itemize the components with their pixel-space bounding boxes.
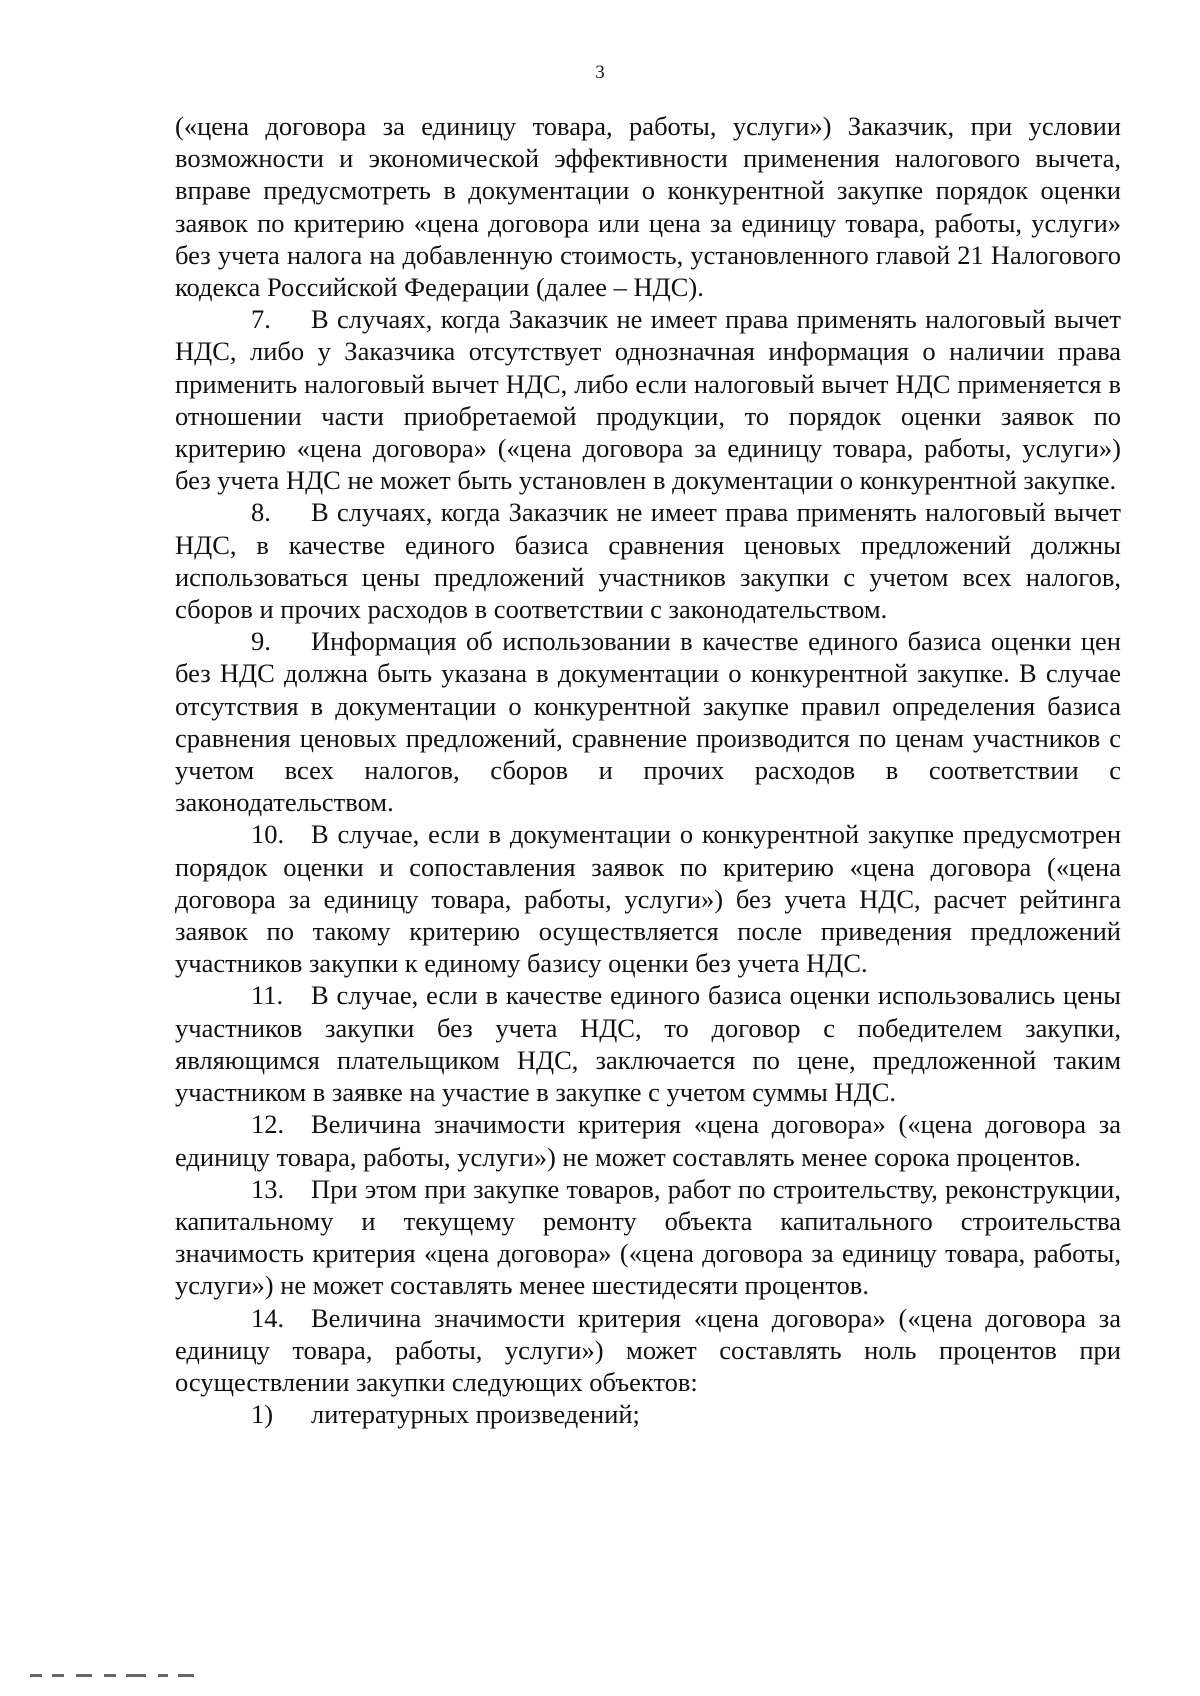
paragraph-number: 12. <box>251 1109 285 1140</box>
list-item-1 <box>175 1398 1121 1430</box>
document-body <box>175 110 1121 1430</box>
scan-mark <box>30 1674 42 1677</box>
scan-mark <box>126 1674 146 1677</box>
paragraph-text: В случаях, когда Заказчик не имеет права применять налоговый вычет НДС, либо у Заказчика отсутствует однозначная информация о наличии права применить налоговый вычет НДС, либо если налоговый вычет НДС применяется в отношении части приобретаемой продукции, то порядок оценки заявок по критерию «цена договора» («цена договора за единицу товара, работы, услуги») без учета НДС не может быть установлен в документации о конкурентной закупке. <box>175 304 1121 496</box>
paragraph-10 <box>175 818 1121 979</box>
scan-mark <box>178 1674 194 1677</box>
paragraph-12 <box>175 1108 1121 1172</box>
paragraph-text: («цена договора за единицу товара, работы, услуги») Заказчик, при условии возможности и экономической эффективности применения налогового вычета, вправе предусмотреть в документации о конкурентной закупке порядок оценки заявок по критерию «цена договора или цена за единицу товара, работы, услуги» без учета налога на добавленную стоимость, установленного главой 21 Налогового кодекса Российской Федерации (далее – НДС). <box>175 111 1121 303</box>
paragraph-number: 13. <box>251 1173 285 1204</box>
list-item-text: литературных произведений; <box>311 1399 640 1430</box>
paragraph-text: Информация об использовании в качестве единого базиса оценки цен без НДС должна быть указана в документации о конкурентной закупке. В случае отсутствия в документации о конкурентной закупке правил определения базиса сравнения ценовых предложений, сравнение производится по ценам участников с учетом всех налогов, сборов и прочих расходов в соответствии с законодательством. <box>175 626 1121 818</box>
paragraph-13 <box>175 1173 1121 1302</box>
scan-artifact-marks <box>30 1674 200 1678</box>
paragraph-text: При этом при закупке товаров, работ по строительству, реконструкции, капитальному и текущему ремонту объекта капитального строительства значимость критерия «цена договора» («цена договора за единицу товара, работы, услуги») не может составлять менее шестидесяти процентов. <box>175 1173 1121 1301</box>
paragraph-continuation <box>175 110 1121 303</box>
scan-mark <box>104 1674 116 1677</box>
paragraph-number: 10. <box>251 819 285 850</box>
paragraph-14 <box>175 1302 1121 1399</box>
scan-mark <box>158 1674 168 1677</box>
paragraph-text: В случае, если в документации о конкурентной закупке предусмотрен порядок оценки и сопоставления заявок по критерию «цена договора («цена договора за единицу товара, работы, услуги») без учета НДС, расчет рейтинга заявок по такому критерию осуществляется после приведения предложений участников закупки к единому базису оценки без учета НДС. <box>175 819 1121 979</box>
paragraph-11 <box>175 979 1121 1108</box>
paragraph-8 <box>175 496 1121 625</box>
paragraph-text: В случае, если в качестве единого базиса оценки использовались цены участников закупки без учета НДС, то договор с победителем закупки, являющимся плательщиком НДС, заключается по цене, предложенной таким участником в заявке на участие в закупке с учетом суммы НДС. <box>175 980 1121 1108</box>
paragraph-text: В случаях, когда Заказчик не имеет права применять налоговый вычет НДС, в качестве единого базиса сравнения ценовых предложений должны использоваться цены предложений участников закупки с учетом всех налогов, сборов и прочих расходов в соответствии с законодательством. <box>175 497 1121 625</box>
scan-mark <box>52 1674 64 1677</box>
scan-mark <box>76 1674 92 1677</box>
paragraph-number: 8. <box>251 497 271 528</box>
page-number: 3 <box>595 62 605 83</box>
paragraph-number: 11. <box>251 980 284 1011</box>
paragraph-9 <box>175 625 1121 818</box>
paragraph-7 <box>175 303 1121 496</box>
paragraph-number: 9. <box>251 626 271 657</box>
paragraph-number: 7. <box>251 304 271 335</box>
list-item-number: 1) <box>251 1399 274 1430</box>
paragraph-text: Величина значимости критерия «цена договора» («цена договора за единицу товара, работы, услуги») не может составлять менее сорока процентов. <box>175 1109 1121 1172</box>
paragraph-text: Величина значимости критерия «цена договора» («цена договора за единицу товара, работы, услуги») может составлять ноль процентов при осуществлении закупки следующих объектов: <box>175 1302 1121 1397</box>
paragraph-number: 14. <box>251 1302 285 1333</box>
